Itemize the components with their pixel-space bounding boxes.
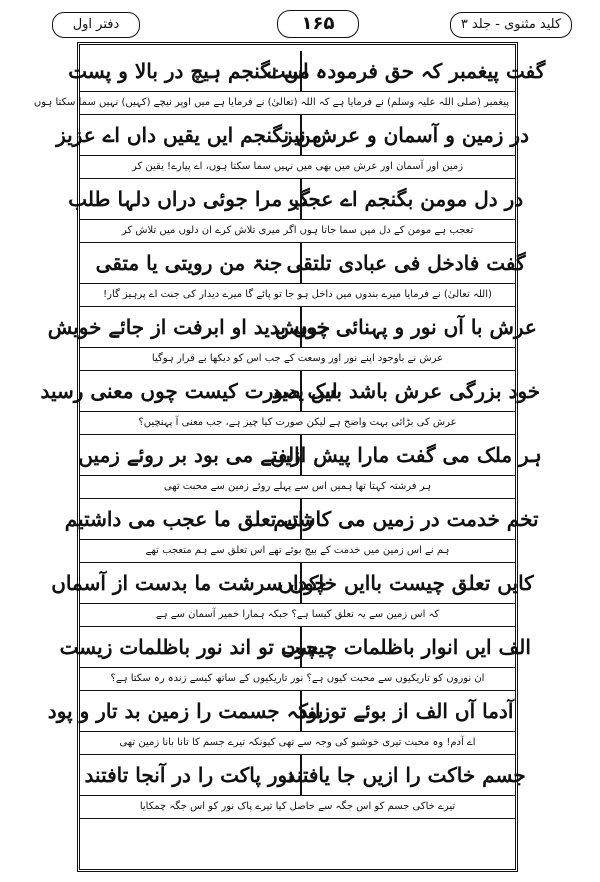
couplet-first-hemistich: عرش با آں نور و پہنائی خویش [275, 315, 537, 339]
translation-text: تعجب ہے مومن کے دل میں سما جاتا ہوں اگر میری تلاش کرے ان دلوں میں تلاش کر [121, 225, 474, 236]
translation-row [80, 411, 515, 435]
couplet-row [40, 371, 541, 411]
couplet-first-hemistich: الف ایں انوار باظلمات چیست [281, 635, 531, 659]
translation-text: عرش نے باوجود اپنے نور اور وسعت کے جب اس کو دیکھا بے قرار ہوگیا [151, 353, 444, 364]
couplet-second-hemistich: نور پاکت را در آنجا تافتند [84, 763, 294, 787]
couplet-row [47, 691, 515, 731]
book-title: کلید مثنوی - جلد ۳ [450, 12, 572, 38]
couplet-second-hemistich: چوں بدید او ابرفت از جائے خویش [47, 315, 331, 339]
couplet-first-hemistich: در زمین و آسمان و عرش نیز [283, 123, 529, 147]
couplet-first-hemistich: خود بزرگی عرش باشد بس پدید [271, 379, 541, 403]
couplet-second-hemistich: زانکہ جسمت را زمین بد تار و پود [47, 699, 331, 723]
couplet-row [80, 755, 526, 795]
couplet-row [56, 115, 529, 155]
couplet-second-hemistich: چوں سرشت ما بدست از آسماں [51, 571, 327, 595]
translation-text: پیغمبر (صلی اللہ علیہ وسلم) نے فرمایا ہے کہ اللہ (تعالیٰ) نے فرمایا ہے میں اوپر نیچے (کہیں) نہیں سما سکتا ہوں [33, 97, 509, 108]
couplet-row [64, 499, 539, 539]
couplet-second-hemistich: لیک صورت کیست چوں معنی رسید [40, 379, 338, 403]
section-label: دفتر اول [52, 12, 140, 38]
couplet-row [51, 563, 534, 603]
translation-text: اے آدم! وہ محبت تیری خوشبو کی وجہ سے تھی کیونکہ تیرے جسم کا تانا بانا زمین تھی [119, 737, 476, 748]
translation-row [80, 155, 515, 179]
translation-text: ہم نے اس زمین میں خدمت کے بیج بوئے تھے اس تعلق سے ہم متعجب تھے [145, 545, 450, 556]
page-number: ۱۶۵ [277, 10, 359, 38]
couplet-second-hemistich: جنۃ من رویتی یا متقی [95, 251, 283, 275]
translation-text: زمین اور آسمان اور عرش میں بھی میں نہیں سما سکتا ہوں، اے پیارے! یقین کر [131, 161, 464, 172]
couplet-first-hemistich: جسم خاکت را ازیں جا یافتند [286, 763, 526, 787]
couplet-second-hemistich: الفتے می بود بر روئے زمیں [78, 443, 300, 467]
translation-text: ہر فرشتہ کہتا تھا ہمیں اس سے پہلے روئے زمین سے محبت تھی [163, 481, 432, 492]
couplet-first-hemistich: آدما آں الف از بوئے تو بود [298, 699, 514, 723]
couplet-first-hemistich: ہر ملک می گفت مارا پیش ازیں [270, 443, 542, 467]
couplet-second-hemistich: چوں تو اند نور باظلمات زیست [59, 635, 319, 659]
couplet-row [68, 51, 546, 91]
couplet-first-hemistich: کایں تعلق چیست باایں خاکداں [278, 571, 534, 595]
translation-row [80, 667, 515, 691]
translation-row [33, 91, 515, 115]
translation-row [80, 283, 515, 307]
translation-text: ان نوروں کو تاریکیوں سے محبت کیوں ہے؟ نور تاریکیوں کے ساتھ کیسے زندہ رہ سکتا ہے؟ [110, 673, 485, 684]
column-divider [300, 243, 302, 283]
couplet-second-hemistich: من نگنجم ہیچ در بالا و پست [68, 59, 310, 83]
translation-text: (اللہ تعالیٰ) نے فرمایا میرے بندوں میں داخل ہو جا تو پائے گا میرے دیدار کی جنت اے پرہیز گار! [103, 289, 492, 300]
couplet-first-hemistich: گفت پیغمبر کہ حق فرمودہ است [266, 59, 546, 83]
translation-row [80, 475, 515, 499]
translation-row [80, 731, 515, 755]
translation-text: کہ اس زمین سے یہ تعلق کیسا ہے؟ جبکہ ہمارا خمیر آسمان سے ہے [155, 609, 440, 620]
couplet-row [68, 179, 524, 219]
translation-text: تیرے خاکی جسم کو اس جگہ سے حاصل کیا تیرے پاک نور کو اس جگہ چمکایا [139, 801, 456, 812]
couplet-first-hemistich: گفت فادخل فی عبادی تلتقی [286, 251, 526, 275]
translation-row [80, 603, 515, 627]
translation-row [80, 219, 515, 243]
column-divider [300, 435, 302, 475]
translation-row [80, 795, 515, 819]
translation-row [80, 347, 515, 371]
verse-table [33, 42, 546, 872]
couplet-second-hemistich: زاں تعلق ما عجب می داشتیم [64, 507, 314, 531]
couplet-second-hemistich: من نگنجم ایں یقیں داں اے عزیز [56, 123, 322, 147]
translation-text: عرش کی بڑائی بہت واضح ہے لیکن صورت کیا چیز ہے، جب معنی آ پہنچیں؟ [138, 417, 457, 428]
couplet-row [78, 435, 542, 475]
translation-row [80, 539, 515, 563]
page-header [52, 6, 572, 40]
couplet-row [47, 307, 537, 347]
couplet-row [59, 627, 531, 667]
column-divider [300, 755, 302, 795]
couplet-first-hemistich: در دل مومن بگنجم اے عجب [288, 187, 524, 211]
couplet-first-hemistich: تخم خدمت در زمیں می کاشتیم [273, 507, 539, 531]
couplet-second-hemistich: گر مرا جوئی دراں دلہا طلب [68, 187, 310, 211]
couplet-row [80, 243, 526, 283]
